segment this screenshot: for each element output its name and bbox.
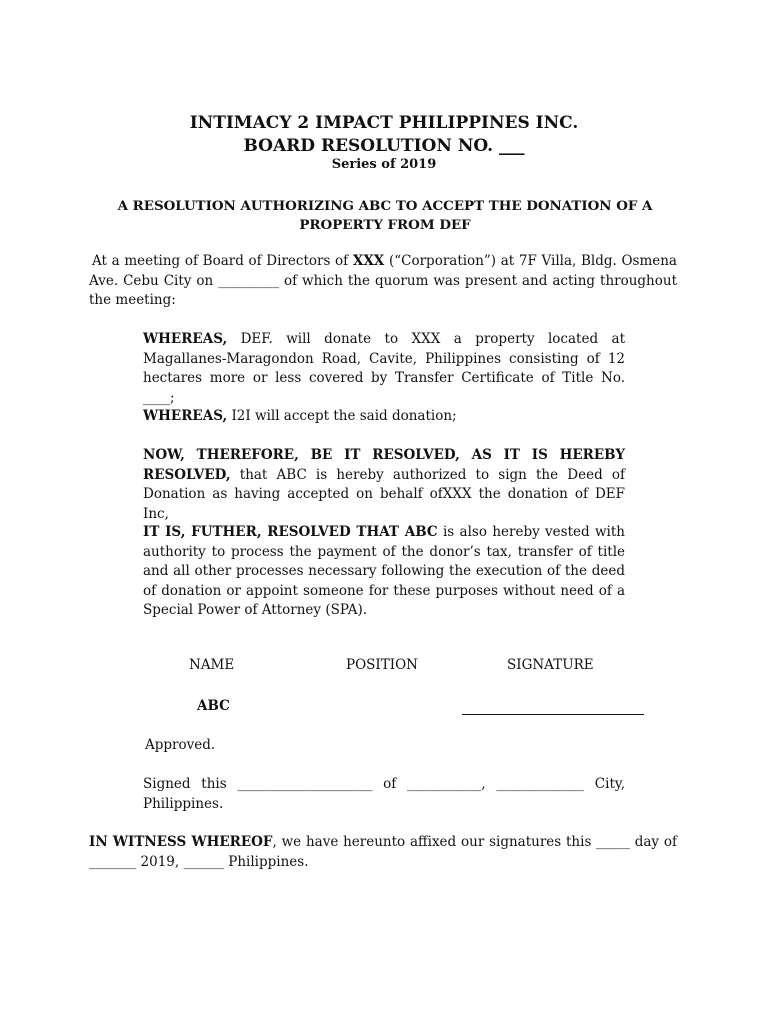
resolved-clause bbox=[143, 446, 625, 524]
intro-corporation: XXX bbox=[352, 253, 385, 269]
intro-paragraph bbox=[89, 252, 677, 311]
resolved-text: that ABC is hereby authorized to sign the Deed of Donation as having accepted on behalf ofXXX the donation of DEF Inc, bbox=[143, 466, 625, 522]
signed-statement: Signed this ____________________ of ___________, _____________ City, Philippines. bbox=[143, 776, 625, 812]
whereas-2-lead: WHEREAS, bbox=[143, 408, 228, 424]
signatory-name: ABC bbox=[197, 698, 230, 714]
witness-clause bbox=[89, 833, 677, 872]
whereas-1-lead: WHEREAS, bbox=[143, 331, 228, 347]
company-name: INTIMACY 2 IMPACT PHILIPPINES INC. bbox=[189, 113, 579, 133]
further-resolved-clause bbox=[143, 523, 625, 621]
intro-text-2: (“Corporation”) at 7F Villa, Bldg. Osmena Ave. Cebu City on _________ of which the quorum was present and acting throughout the meeting: bbox=[89, 253, 677, 308]
intro-text-1: At a meeting of Board of Directors of bbox=[92, 253, 353, 269]
witness-lead: IN WITNESS WHEREOF bbox=[89, 834, 273, 850]
column-header-position: POSITION bbox=[346, 657, 418, 673]
whereas-2-text: I2I will accept the said donation; bbox=[227, 408, 457, 424]
signature-line bbox=[462, 714, 644, 715]
column-header-name: NAME bbox=[189, 657, 235, 673]
whereas-clause-2 bbox=[143, 407, 625, 427]
further-text: is also hereby vested with authority to process the payment of the donor’s tax, transfer of title and all other processes necessary following the execution of the deed of donation or appoint someone for these purposes without need of a Special Power of Attorney (SPA). bbox=[143, 524, 625, 618]
series-year: Series of 2019 bbox=[331, 157, 437, 172]
resolution-subject: A RESOLUTION AUTHORIZING ABC TO ACCEPT THE DONATION OF A PROPERTY FROM DEF bbox=[117, 198, 653, 233]
approved-label: Approved. bbox=[145, 737, 216, 753]
further-lead: IT IS, FUTHER, RESOLVED THAT ABC bbox=[143, 524, 438, 540]
whereas-clause-1 bbox=[143, 330, 625, 408]
whereas-1-text: DEF. will donate to XXX a property located at Magallanes-Maragondon Road, Cavite, Philippines consisting of 12 hectares more or less covered by Transfer Certificate of Title No. ____; bbox=[143, 331, 625, 406]
resolved-lead: NOW, THEREFORE, BE IT RESOLVED, AS IT IS HEREBY RESOLVED, bbox=[143, 447, 625, 483]
resolution-number: BOARD RESOLUTION NO. ___ bbox=[243, 136, 525, 156]
column-header-signature: SIGNATURE bbox=[507, 657, 594, 673]
witness-text: , we have hereunto affixed our signatures this _____ day of _______ 2019, ______ Philippines. bbox=[89, 834, 677, 870]
